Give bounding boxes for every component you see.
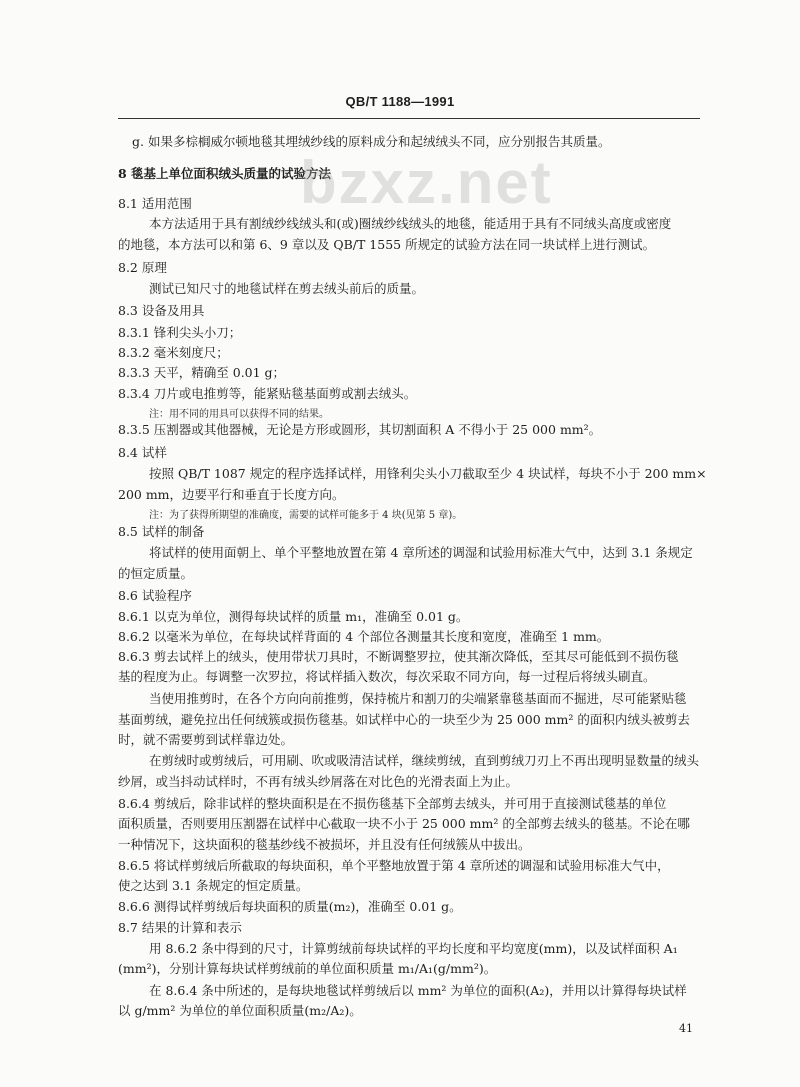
- note-specimens: 注：为了获得所期望的准确度，需要的试样可能多于 4 块(见第 5 章)。: [149, 510, 463, 521]
- item-8-3-3: 8.3.3 天平，精确至 0.01 g；: [118, 365, 286, 380]
- item-8-6-3-line6: 在剪绒时或剪绒后，可用刷、吹或吸清洁试样，继续剪绒，直到剪绒刀刃上不再出现明显数量的绒头: [149, 753, 700, 768]
- item-8-3-1: 8.3.1 锋利尖头小刀；: [118, 325, 242, 340]
- item-8-6-3-line2: 基的程度为止。每调整一次罗拉，将试样插入数次，每次采取不同方向，每一过程后将绒头刷直。: [118, 669, 656, 684]
- para-8-7-line2: (mm²)，分别计算每块试样剪绒前的单位面积质量 m₁/A₁(g/mm²)。: [118, 961, 497, 976]
- item-8-6-3-line3: 当使用推剪时，在各个方向向前推剪，保持梳片和割刀的尖端紧靠毯基面而不掘进，尽可能紧贴毯: [149, 691, 687, 706]
- item-8-3-4: 8.3.4 刀片或电推剪等，能紧贴毯基面剪或割去绒头。: [118, 386, 417, 401]
- item-8-6-3-line1: 8.6.3 剪去试样上的绒头，使用带状刀具时，不断调整罗拉，使其渐次降低，至其尽可能低到不损伤毯: [118, 649, 679, 664]
- para-8-4-line2: 200 mm，边要平行和垂直于长度方向。: [118, 487, 345, 502]
- section-8-5: 8.5 试样的制备: [118, 524, 205, 539]
- section-8-6: 8.6 试验程序: [118, 588, 192, 603]
- item-8-6-6: 8.6.6 测得试样剪绒后每块面积的质量(m₂)，准确至 0.01 g。: [118, 899, 462, 914]
- para-8-2: 测试已知尺寸的地毯试样在剪去绒头前后的质量。: [149, 281, 425, 296]
- para-8-1-line1: 本方法适用于具有割绒纱线绒头和(或)圈绒纱线绒头的地毯，能适用于具有不同绒头高度或密度: [149, 216, 672, 231]
- item-8-6-5-line2: 使之达到 3.1 条规定的恒定质量。: [118, 878, 309, 893]
- section-8-title: 8 毯基上单位面积绒头质量的试验方法: [118, 166, 332, 181]
- item-8-6-4-line3: 一种情况下，这块面积的毯基纱线不被损坏，并且没有任何绒簇从中拔出。: [118, 837, 531, 852]
- item-8-6-1: 8.6.1 以克为单位，测得每块试样的质量 m₁，准确至 0.01 g。: [118, 609, 469, 624]
- section-8-4: 8.4 试样: [118, 445, 167, 460]
- para-8-5-line1: 将试样的使用面朝上、单个平整地放置在第 4 章所述的调湿和试验用标准大气中，达到 3.1 条规定: [149, 545, 693, 560]
- item-8-6-3-line5: 时，就不需要剪到试样靠边处。: [118, 732, 294, 747]
- para-8-7-line1: 用 8.6.2 条中得到的尺寸，计算剪绒前每块试样的平均长度和平均宽度(mm)，以及试样面积 A₁: [149, 941, 678, 956]
- para-8-4-line1: 按照 QB/T 1087 规定的程序选择试样，用锋利尖头小刀截取至少 4 块试样，每块不小于 200 mm×: [149, 466, 707, 481]
- item-8-6-4-line2: 面积质量，否则要用压割器在试样中心截取一块不小于 25 000 mm² 的全部剪去绒头的毯基。不论在哪: [118, 816, 690, 831]
- para-8-7-line4: 以 g/mm² 为单位的单位面积质量(m₂/A₂)。: [118, 1003, 362, 1018]
- para-8-7-line3: 在 8.6.4 条中所述的，是每块地毯试样剪绒后以 mm² 为单位的面积(A₂)，并用以计算得每块试样: [149, 983, 687, 998]
- item-8-3-5: 8.3.5 压割器或其他器械，无论是方形或圆形，其切割面积 A 不得小于 25 000 mm²。: [118, 422, 602, 437]
- header-rule: [118, 118, 700, 119]
- para-8-5-line2: 的恒定质量。: [118, 566, 194, 581]
- watermark: bzxz.net: [300, 149, 553, 216]
- item-8-3-2: 8.3.2 毫米刻度尺；: [118, 345, 229, 360]
- item-8-6-3-line4: 基面剪绒，避免拉出任何绒簇或损伤毯基。如试样中心的一块至少为 25 000 mm² 的面积内绒头被剪去: [118, 712, 690, 727]
- item-8-6-3-line7: 纱屑，或当抖动试样时，不再有绒头纱屑落在对比色的光滑表面上为止。: [118, 774, 519, 789]
- item-8-6-5-line1: 8.6.5 将试样剪绒后所截取的每块面积，单个平整地放置于第 4 章所述的调湿和试验用标准大气中，: [118, 858, 670, 873]
- section-8-2: 8.2 原理: [118, 260, 167, 275]
- section-8-7: 8.7 结果的计算和表示: [118, 920, 242, 935]
- section-8-1: 8.1 适用范围: [118, 196, 192, 211]
- para-8-1-line2: 的地毯，本方法可以和第 6、9 章以及 QB/T 1555 所规定的试验方法在同一块试样上进行测试。: [118, 237, 656, 252]
- item-g: g. 如果多棕榈威尔顿地毯其埋绒纱线的原料成分和起绒绒头不同，应分别报告其质量。: [132, 134, 611, 149]
- note-tools: 注：用不同的用具可以获得不同的结果。: [149, 409, 329, 420]
- page-number: 41: [679, 1022, 693, 1035]
- item-8-6-2: 8.6.2 以毫米为单位，在每块试样背面的 4 个部位各测量其长度和宽度，准确至 1 mm。: [118, 629, 610, 644]
- section-8-3: 8.3 设备及用具: [118, 303, 205, 318]
- standard-header: QB/T 1188—1991: [345, 94, 455, 109]
- item-8-6-4-line1: 8.6.4 剪绒后，除非试样的整块面积是在不损伤毯基下全部剪去绒头，并可用于直接测试毯基的单位: [118, 796, 667, 811]
